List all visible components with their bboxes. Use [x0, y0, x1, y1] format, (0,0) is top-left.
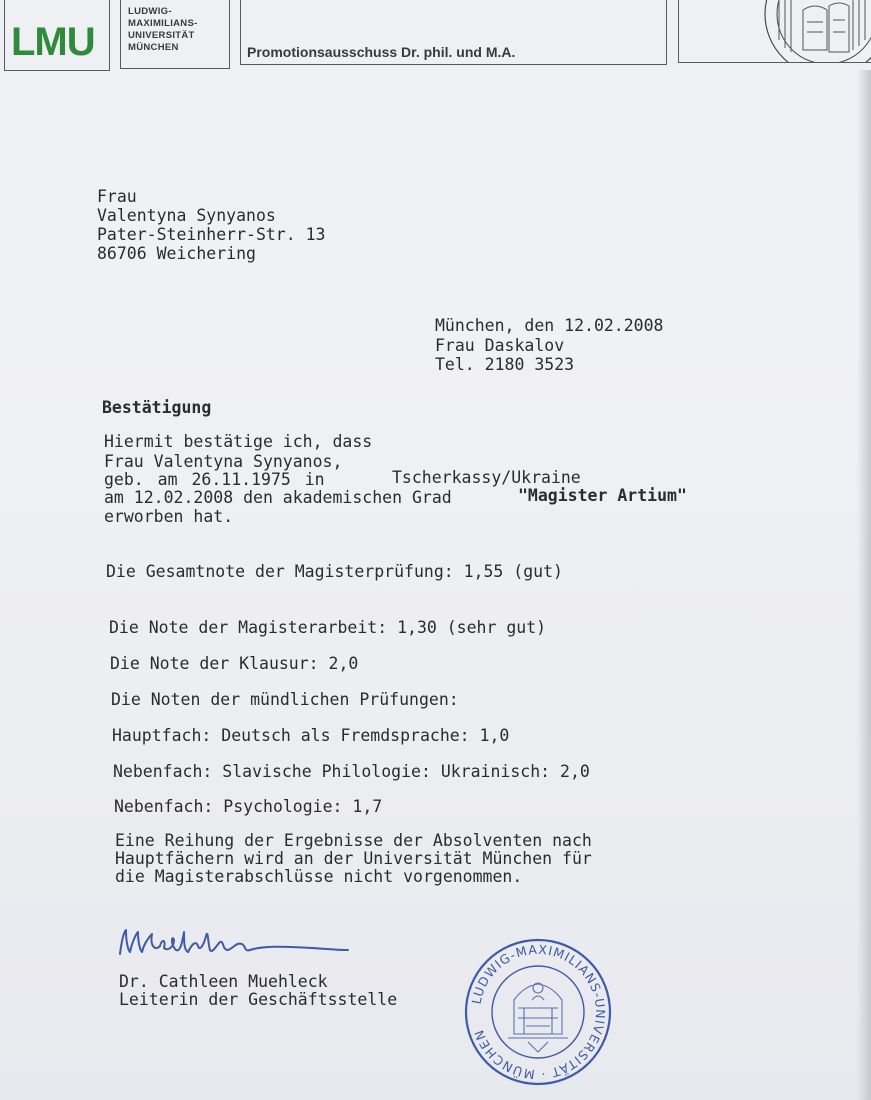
seal-text: LUDWIG-MAXIMILIANS-UNIVERSITÄT · MÜNCHEN	[468, 941, 609, 1083]
oral-grades-heading: Die Noten der mündlichen Prüfungen:	[111, 690, 459, 709]
grade-minor: Nebenfach: Psychologie: 1,7	[114, 797, 383, 816]
handwritten-signature	[112, 924, 362, 964]
header-seal-box	[678, 0, 871, 63]
university-name-line: MÜNCHEN	[128, 42, 179, 53]
body-line: am 12.02.2008 den akademischen Grad	[104, 488, 452, 507]
university-name-line: MAXIMILIANS-	[128, 18, 198, 29]
grade-major: Hauptfach: Deutsch als Fremdsprache: 1,0	[112, 726, 510, 745]
body-line: erworben hat.	[104, 507, 234, 526]
university-name-line: UNIVERSITÄT	[128, 30, 195, 41]
recipient-salutation: Frau	[97, 187, 137, 206]
university-name	[128, 6, 226, 54]
header-seal-icon	[679, 0, 871, 62]
letter-subject: Bestätigung	[102, 398, 212, 417]
note-line: Eine Reihung der Ergebnisse der Absolventen nach	[115, 831, 592, 850]
contact-phone: Tel. 2180 3523	[435, 355, 575, 374]
grade-minor: Nebenfach: Slavische Philologie: Ukrainisch: 2,0	[113, 762, 590, 781]
university-seal-stamp	[458, 938, 618, 1086]
grade-total: Die Gesamtnote der Magisterprüfung: 1,55 (gut)	[106, 562, 563, 581]
body-line: Tscherkassy/Ukraine	[392, 468, 581, 487]
degree-name: "Magister Artium"	[518, 486, 687, 505]
lmu-logo: LMU	[11, 20, 95, 64]
svg-text:LUDWIG-MAXIMILIANS-UNIVERSITÄT	[469, 942, 609, 1082]
body-line: Hiermit bestätige ich, dass	[104, 432, 373, 451]
note-line: die Magisterabschlüsse nicht vorgenommen.	[115, 867, 523, 886]
grade-thesis: Die Note der Magisterarbeit: 1,30 (sehr gut)	[109, 618, 547, 637]
signatory-name: Dr. Cathleen Muehleck	[119, 972, 328, 991]
university-name-line: LUDWIG-	[128, 6, 172, 17]
note-line: Hauptfächern wird an der Universität München für	[115, 849, 592, 868]
lmu-logo-box	[4, 0, 110, 71]
university-name-box	[120, 0, 230, 69]
recipient-city: 86706 Weichering	[97, 244, 256, 263]
body-line: Frau Valentyna Synyanos,	[104, 452, 343, 471]
recipient-name: Valentyna Synyanos	[97, 206, 276, 225]
body-line: geb. am 26.11.1975 in	[104, 470, 325, 489]
grade-exam: Die Note der Klausur: 2,0	[110, 654, 359, 673]
signatory-title: Leiterin der Geschäftsstelle	[119, 990, 398, 1009]
committee-title: Promotionsausschuss Dr. phil. und M.A.	[247, 44, 516, 60]
contact-person: Frau Daskalov	[435, 336, 565, 355]
place-date: München, den 12.02.2008	[435, 316, 664, 335]
committee-box	[240, 0, 667, 65]
page-edge-shadow	[857, 70, 871, 1100]
recipient-street: Pater-Steinherr-Str. 13	[97, 225, 326, 244]
